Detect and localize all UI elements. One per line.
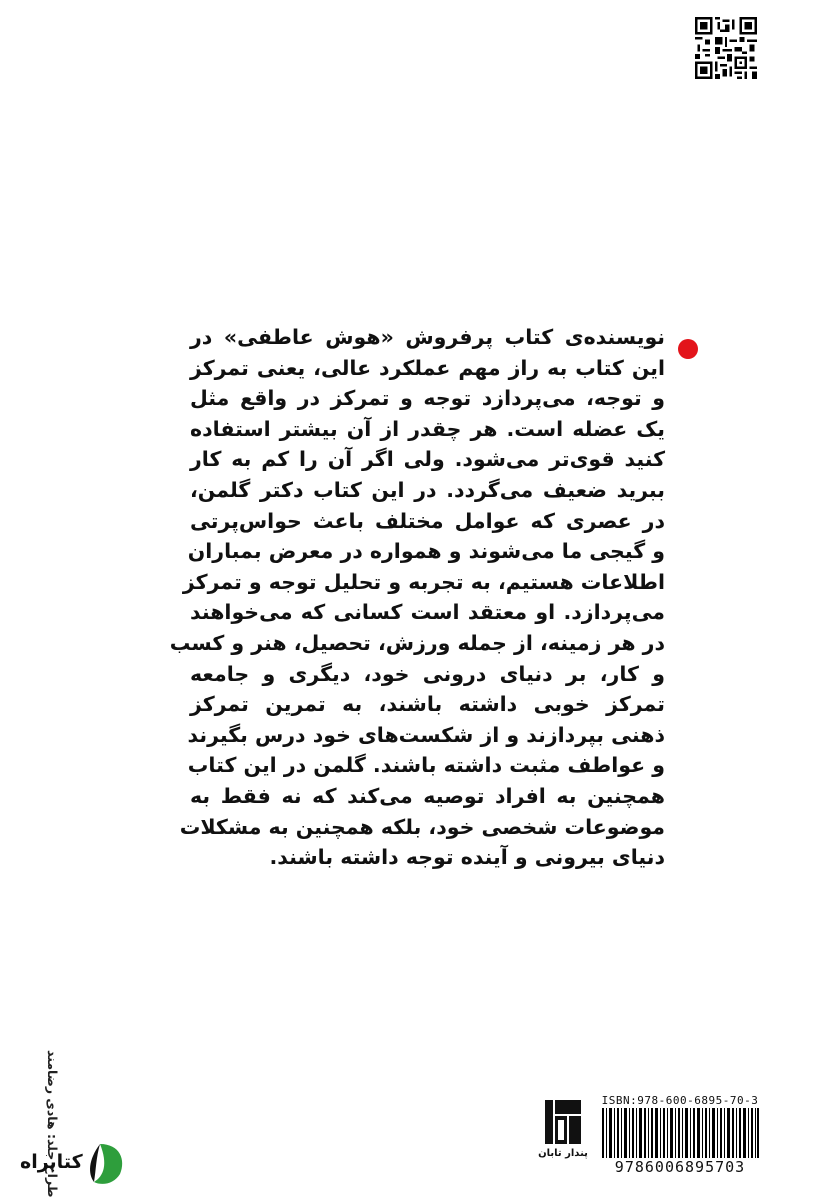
- cover-designer-credit: طراح جلد: هادی رضامند: [45, 1050, 60, 1198]
- blurb-line: و توجه، می‌پردازد توجه و تمرکز در واقع مثل: [190, 386, 665, 411]
- blurb-line: نویسنده‌ی کتاب پرفروش «هوش عاطفی» در: [190, 325, 665, 349]
- red-bullet-dot: [678, 339, 698, 359]
- publisher-name: پندار تابان: [538, 1148, 588, 1159]
- blurb-line: این کتاب به راز مهم عملکرد عالی، یعنی تمرکز: [190, 355, 665, 380]
- blurb-line: موضوعات شخصی خود، بلکه همچنین به مشکلات: [179, 814, 665, 839]
- blurb-line: ذهنی بپردازند و از شکست‌های خود درس بگیرند: [187, 722, 665, 747]
- publisher-logo-icon: [543, 1098, 583, 1146]
- blurb-line: می‌پردازد. او معتقد است کسانی که می‌خواهند: [190, 600, 665, 625]
- blurb-line: ببرید ضعیف می‌گردد. در این کتاب دکتر گلمن،: [190, 477, 665, 502]
- blurb-line: در هر زمینه، از جمله ورزش، تحصیل، هنر و کسب: [169, 630, 665, 655]
- blurb-line: و گیجی ما می‌شوند و همواره در معرض بمباران: [187, 539, 665, 564]
- blurb-line: همچنین به افراد توصیه می‌کند که نه فقط به: [190, 783, 665, 808]
- isbn-barcode: [600, 1108, 760, 1158]
- blurb-line: و عواطف مثبت داشته باشند. گلمن در این کتاب: [187, 753, 665, 778]
- blurb-line: در عصری که عوامل مختلف باعث حواس‌پرتی: [190, 508, 665, 533]
- blurb-line: تمرکز خوبی داشته باشند، به تمرین تمرکز: [190, 692, 665, 717]
- back-cover-blurb: [169, 322, 665, 873]
- blurb-line: یک عضله است. هر چقدر از آن بیشتر استفاده: [190, 416, 665, 441]
- kb-brand-name: کتابراه: [20, 1151, 83, 1173]
- isbn-label: ISBN:978-600-6895-70-3: [601, 1094, 759, 1107]
- qr-code: [695, 17, 757, 79]
- blurb-line: و کار، بر دنیای درونی خود، دیگری و جامعه: [190, 661, 665, 686]
- blurb-line: دنیای بیرونی و آینده توجه داشته باشند.: [269, 845, 665, 870]
- blurb-line: اطلاعات هستیم، به تجربه و تحلیل توجه و تمرکز: [182, 569, 665, 594]
- blurb-line: کنید قوی‌تر می‌شود. ولی اگر آن را کم به کار: [190, 447, 665, 472]
- isbn-number: 9786006895703: [614, 1158, 746, 1176]
